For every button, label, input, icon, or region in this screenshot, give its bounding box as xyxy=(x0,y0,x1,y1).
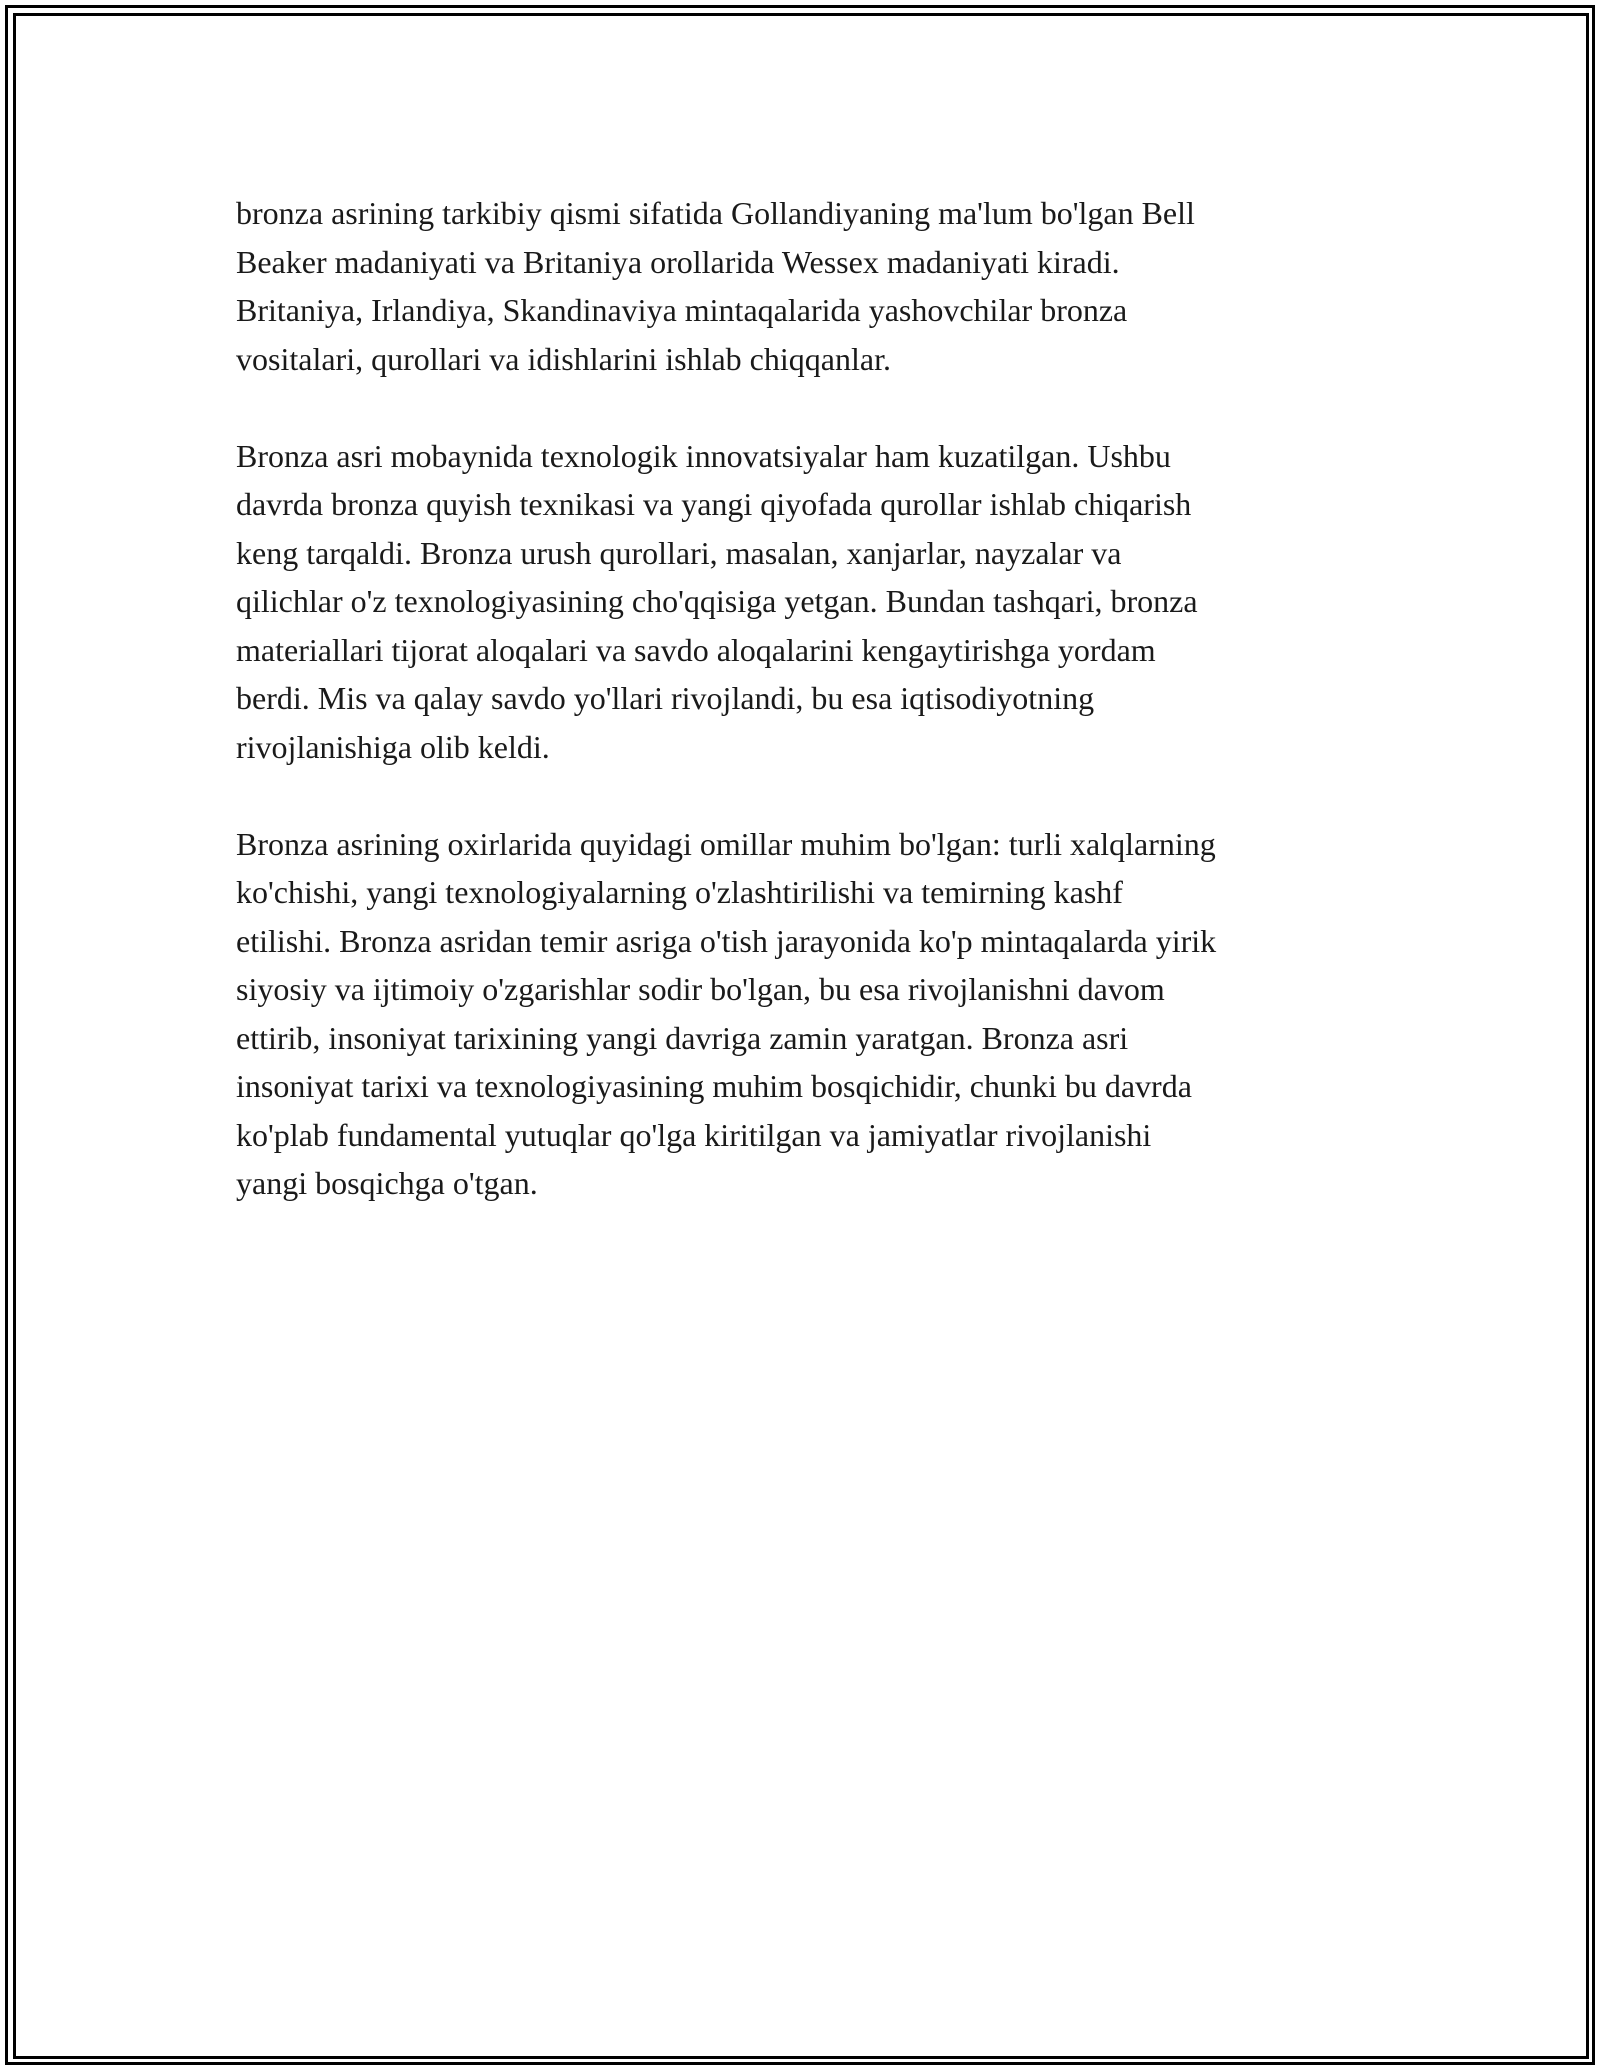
text-line: ko'chishi, yangi texnologiyalarning o'zlashtirilishi va temirning kashf xyxy=(236,874,1123,910)
text-line: berdi. Mis va qalay savdo yo'llari rivojlandi, bu esa iqtisodiyotning xyxy=(236,680,1095,716)
document-body xyxy=(236,189,1376,1256)
text-line: yangi bosqichga o'tgan. xyxy=(236,1165,538,1201)
text-line: materiallari tijorat aloqalari va savdo aloqalarini kengaytirishga yordam xyxy=(236,631,1156,668)
text-line: insoniyat tarixi va texnologiyasining muhim bosqichidir, chunki bu davrda xyxy=(236,1068,1192,1104)
text-line: etilishi. Bronza asridan temir asriga o'tish jarayonida ko'p mintaqalarda yirik xyxy=(236,922,1217,959)
text-line: Britaniya, Irlandiya, Skandinaviya mintaqalarida yashovchilar bronza xyxy=(236,292,1128,328)
text-line: vositalari, qurollari va idishlarini ishlab chiqqanlar. xyxy=(236,340,891,377)
text-line: ko'plab fundamental yutuqlar qo'lga kiritilgan va jamiyatlar rivojlanishi xyxy=(236,1116,1152,1153)
text-line: ettirib, insoniyat tarixining yangi davriga zamin yaratgan. Bronza asri xyxy=(236,1019,1129,1056)
text-line: bronza asrining tarkibiy qismi sifatida Gollandiyaning ma'lum bo'lgan Bell xyxy=(236,195,1195,231)
paragraph-1 xyxy=(236,189,1376,383)
text-line: rivojlanishiga olib keldi. xyxy=(236,728,550,765)
text-line: Beaker madaniyati va Britaniya orollarida Wessex madaniyati kiradi. xyxy=(236,243,1120,280)
text-line: Bronza asrining oxirlarida quyidagi omillar muhim bo'lgan: turli xalqlarning xyxy=(236,825,1216,862)
text-line: davrda bronza quyish texnikasi va yangi qiyofada qurollar ishlab chiqarish xyxy=(236,486,1192,522)
paragraph-2 xyxy=(236,432,1376,772)
paragraph-3 xyxy=(236,820,1376,1208)
text-line: qilichlar o'z texnologiyasining cho'qqisiga yetgan. Bundan tashqari, bronza xyxy=(236,583,1198,619)
text-line: siyosiy va ijtimoiy o'zgarishlar sodir bo'lgan, bu esa rivojlanishni davom xyxy=(236,971,1165,1007)
text-line: keng tarqaldi. Bronza urush qurollari, masalan, xanjarlar, nayzalar va xyxy=(236,534,1122,571)
text-line: Bronza asri mobaynida texnologik innovatsiyalar ham kuzatilgan. Ushbu xyxy=(236,437,1171,474)
